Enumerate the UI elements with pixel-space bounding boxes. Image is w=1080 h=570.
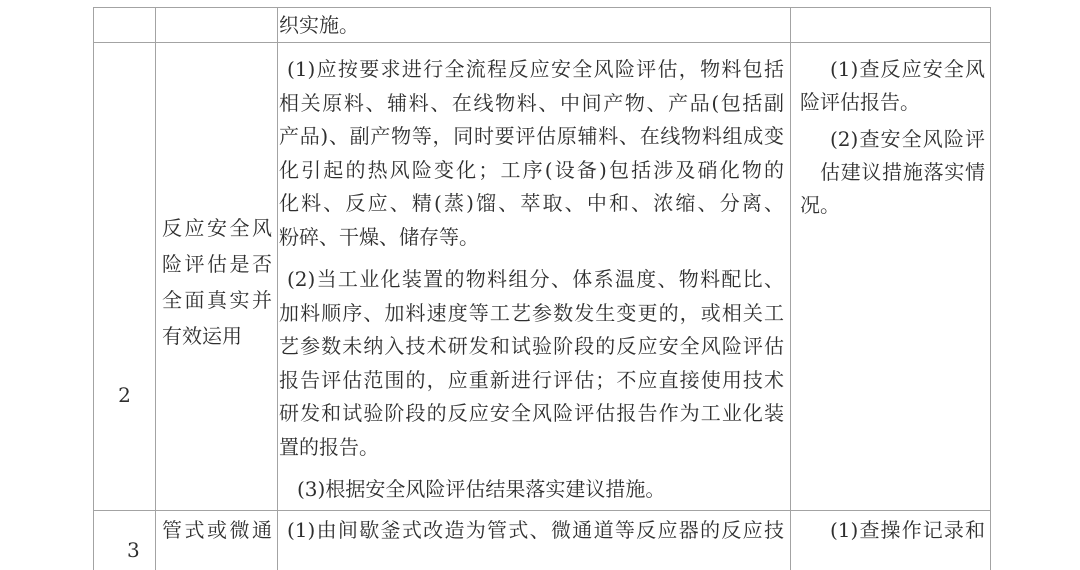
item-line: 管式或微通 xyxy=(162,518,272,542)
content-paragraph xyxy=(279,263,784,464)
item-line: 险评估是否 xyxy=(162,252,272,276)
content-line: 化引起的热风险变化；工序(设备)包括涉及硝化物的 xyxy=(279,157,784,182)
table-cell-number xyxy=(94,8,156,43)
content-line: 相关原料、辅料、在线物料、中间产物、产品(包括副 xyxy=(279,90,784,115)
method-line: 况。 xyxy=(800,193,840,217)
content-line: 化料、反应、精(蒸)馏、萃取、中和、浓缩、分离、 xyxy=(279,191,784,215)
table-cell-item xyxy=(156,8,278,43)
method-paragraph xyxy=(800,53,985,119)
method-line: 险评估报告。 xyxy=(800,90,920,114)
content-line: (1)应按要求进行全流程反应安全风险评估，物料包括 xyxy=(287,57,784,81)
table-cell-method xyxy=(791,511,991,570)
content-line: 织实施。 xyxy=(279,13,359,37)
table-cell-method xyxy=(791,43,991,511)
content-line: 置的报告。 xyxy=(279,434,379,459)
method-paragraph xyxy=(800,123,985,222)
content-line: 产品)、副产物等，同时要评估原辅料、在线物料组成变 xyxy=(279,124,784,148)
content-paragraph xyxy=(279,513,784,547)
item-line: 反应安全风 xyxy=(162,216,272,240)
method-line: (1)查操作记录和 xyxy=(830,518,985,542)
table-cell-content xyxy=(278,8,791,43)
table-cell-method xyxy=(791,8,991,43)
method-paragraph xyxy=(800,513,985,547)
row-number: 2 xyxy=(118,383,131,407)
item-line: 全面真实并 xyxy=(162,288,272,312)
table-cell-item xyxy=(156,43,278,511)
row-number: 3 xyxy=(127,538,140,562)
method-line: (1)查反应安全风 xyxy=(830,57,985,81)
content-line: 粉碎、干燥、储存等。 xyxy=(279,224,479,249)
table-cell-content xyxy=(278,511,791,570)
table-cell-number xyxy=(94,511,156,570)
method-line: (2)查安全风险评 xyxy=(830,127,985,151)
content-line: (3)根据安全风险评估结果落实建议措施。 xyxy=(297,477,666,501)
content-paragraph xyxy=(279,53,784,254)
content-line: (2)当工业化装置的物料组分、体系温度、物料配比、 xyxy=(287,267,784,291)
content-paragraph xyxy=(279,473,784,507)
content-line: 艺参数未纳入技术研发和试验阶段的反应安全风险评估 xyxy=(279,334,784,358)
method-line: 估建议措施落实情 xyxy=(820,160,985,184)
table-cell-number xyxy=(94,43,156,511)
item-line: 有效运用 xyxy=(162,324,242,348)
content-line: 加料顺序、加料速度等工艺参数发生变更的，或相关工 xyxy=(279,300,784,325)
content-line: 研发和试验阶段的反应安全风险评估报告作为工业化装 xyxy=(279,401,784,425)
table-cell-item xyxy=(156,511,278,570)
table-cell-content xyxy=(278,43,791,511)
inspection-table xyxy=(93,7,991,570)
content-line: 报告评估范围的，应重新进行评估；不应直接使用技术 xyxy=(279,367,784,392)
content-line: (1)由间歇釜式改造为管式、微通道等反应器的反应技 xyxy=(287,518,784,542)
content-paragraph xyxy=(279,8,784,42)
